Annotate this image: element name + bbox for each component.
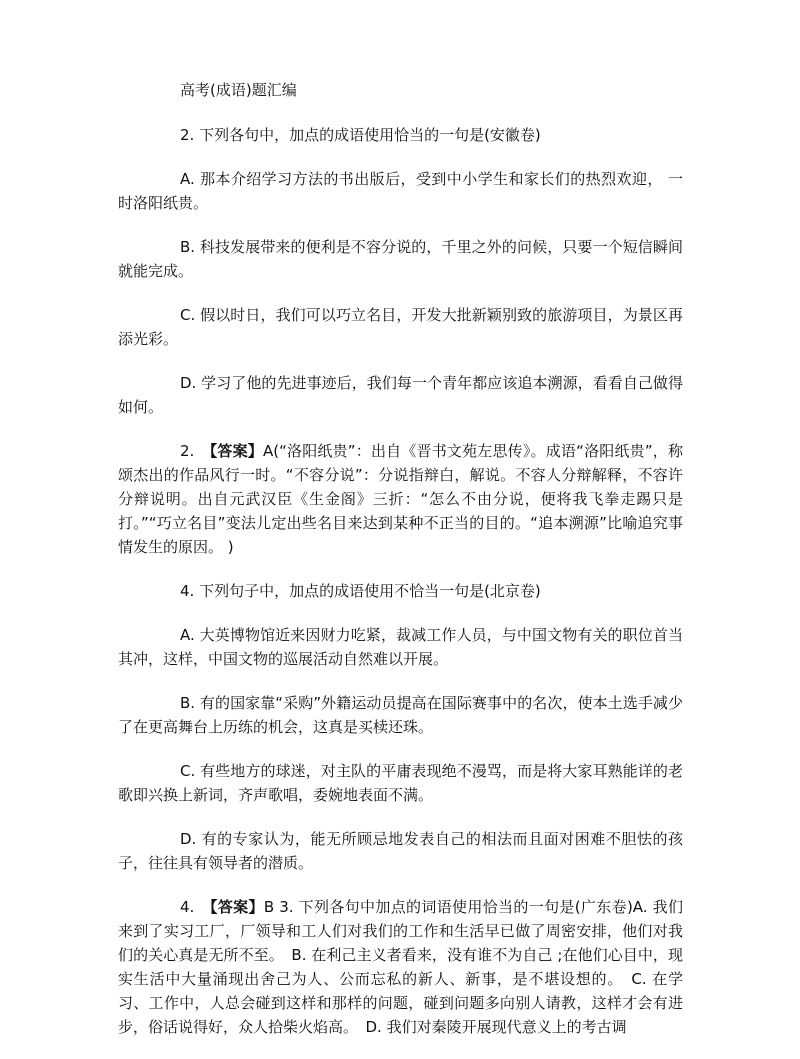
document-page: [118, 78, 683, 1059]
question-2-option-d: D. 学习了他的先进事迹后，我们每一个青年都应该追本溯源，看看自己做得如何。: [118, 374, 683, 416]
answer-4: [118, 895, 683, 1039]
question-2: 2. 下列各句中，加点的成语使用恰当的一句是(安徽卷): [180, 126, 541, 144]
question-2-option-c: C. 假以时日，我们可以巧立名目，开发大批新颖别致的旅游项目，为景区再添光彩。: [118, 306, 683, 348]
answer-4-text: B 3. 下列各句中加点的词语使用恰当的一句是(广东卷)A. 我们来到了实习工厂，厂领导和工人们对我们的工作和生活早已做了周密安排，他们对我们的关心真是无所不至。 B. 在利己主义者看来，没有谁不为自己 ;在他们心目中，现实生活中大量涌现出舍己为人、公而忘私的新人、新事，是不堪设想的。 C. 在学习、工作中，人总会碰到这样和那样的问题，碰到问题多向别人请教，这样才会有进步，俗话说得好，众人拾柴火焰高。 D. 我们对秦陵开展现代意义上的考古调: [118, 898, 683, 1036]
question-2-option-a: A. 那本介绍学习方法的书出版后，受到中小学生和家长们的热烈欢迎， 一时洛阳纸贵。: [118, 170, 683, 212]
answer-4-number: 4.: [180, 898, 210, 916]
question-4-option-b: B. 有的国家靠“采购”外籍运动员提高在国际赛事中的名次，使本土选手减少了在更高舞台上历练的机会，这真是买椟还珠。: [118, 694, 683, 736]
question-4-option-d: D. 有的专家认为，能无所顾忌地发表自己的相法而且面对困难不胆怯的孩子，往往具有领导者的潜质。: [118, 830, 683, 872]
answer-2-label: 【答案】: [209, 442, 263, 460]
question-4-option-c: C. 有些地方的球迷，对主队的平庸表现绝不漫骂，而是将大家耳熟能详的老歌即兴换上新词，齐声歌唱，委婉地表面不满。: [118, 762, 683, 804]
document-title: 高考(成语)题汇编: [180, 81, 297, 99]
question-2-option-b: B. 科技发展带来的便利是不容分说的，千里之外的问候，只要一个短信瞬间就能完成。: [118, 238, 683, 280]
question-4: 4. 下列句子中，加点的成语使用不恰当一句是(北京卷): [180, 582, 541, 600]
answer-4-label: 【答案】: [210, 898, 264, 916]
answer-2-number: 2.: [180, 442, 210, 460]
answer-2: [118, 439, 683, 559]
question-4-option-a: A. 大英博物馆近来因财力吃紧，裁减工作人员，与中国文物有关的职位首当其冲，这样，中国文物的巡展活动自然难以开展。: [118, 626, 683, 668]
answer-2-text: A(“洛阳纸贵”：出自《晋书文苑左思传》。成语“洛阳纸贵”，称颂杰出的作品风行一时。“不容分说”：分说指辩白，解说。不容人分辩解释，不容许分辩说明。出自元武汉臣《生金阁》三折：“怎么不由分说，便将我飞拳走踢只是打。”“巧立名目”变法儿定出些名目来达到某种不正当的目的。“追本溯源”比喻追究事情发生的原因。 ): [118, 442, 683, 556]
